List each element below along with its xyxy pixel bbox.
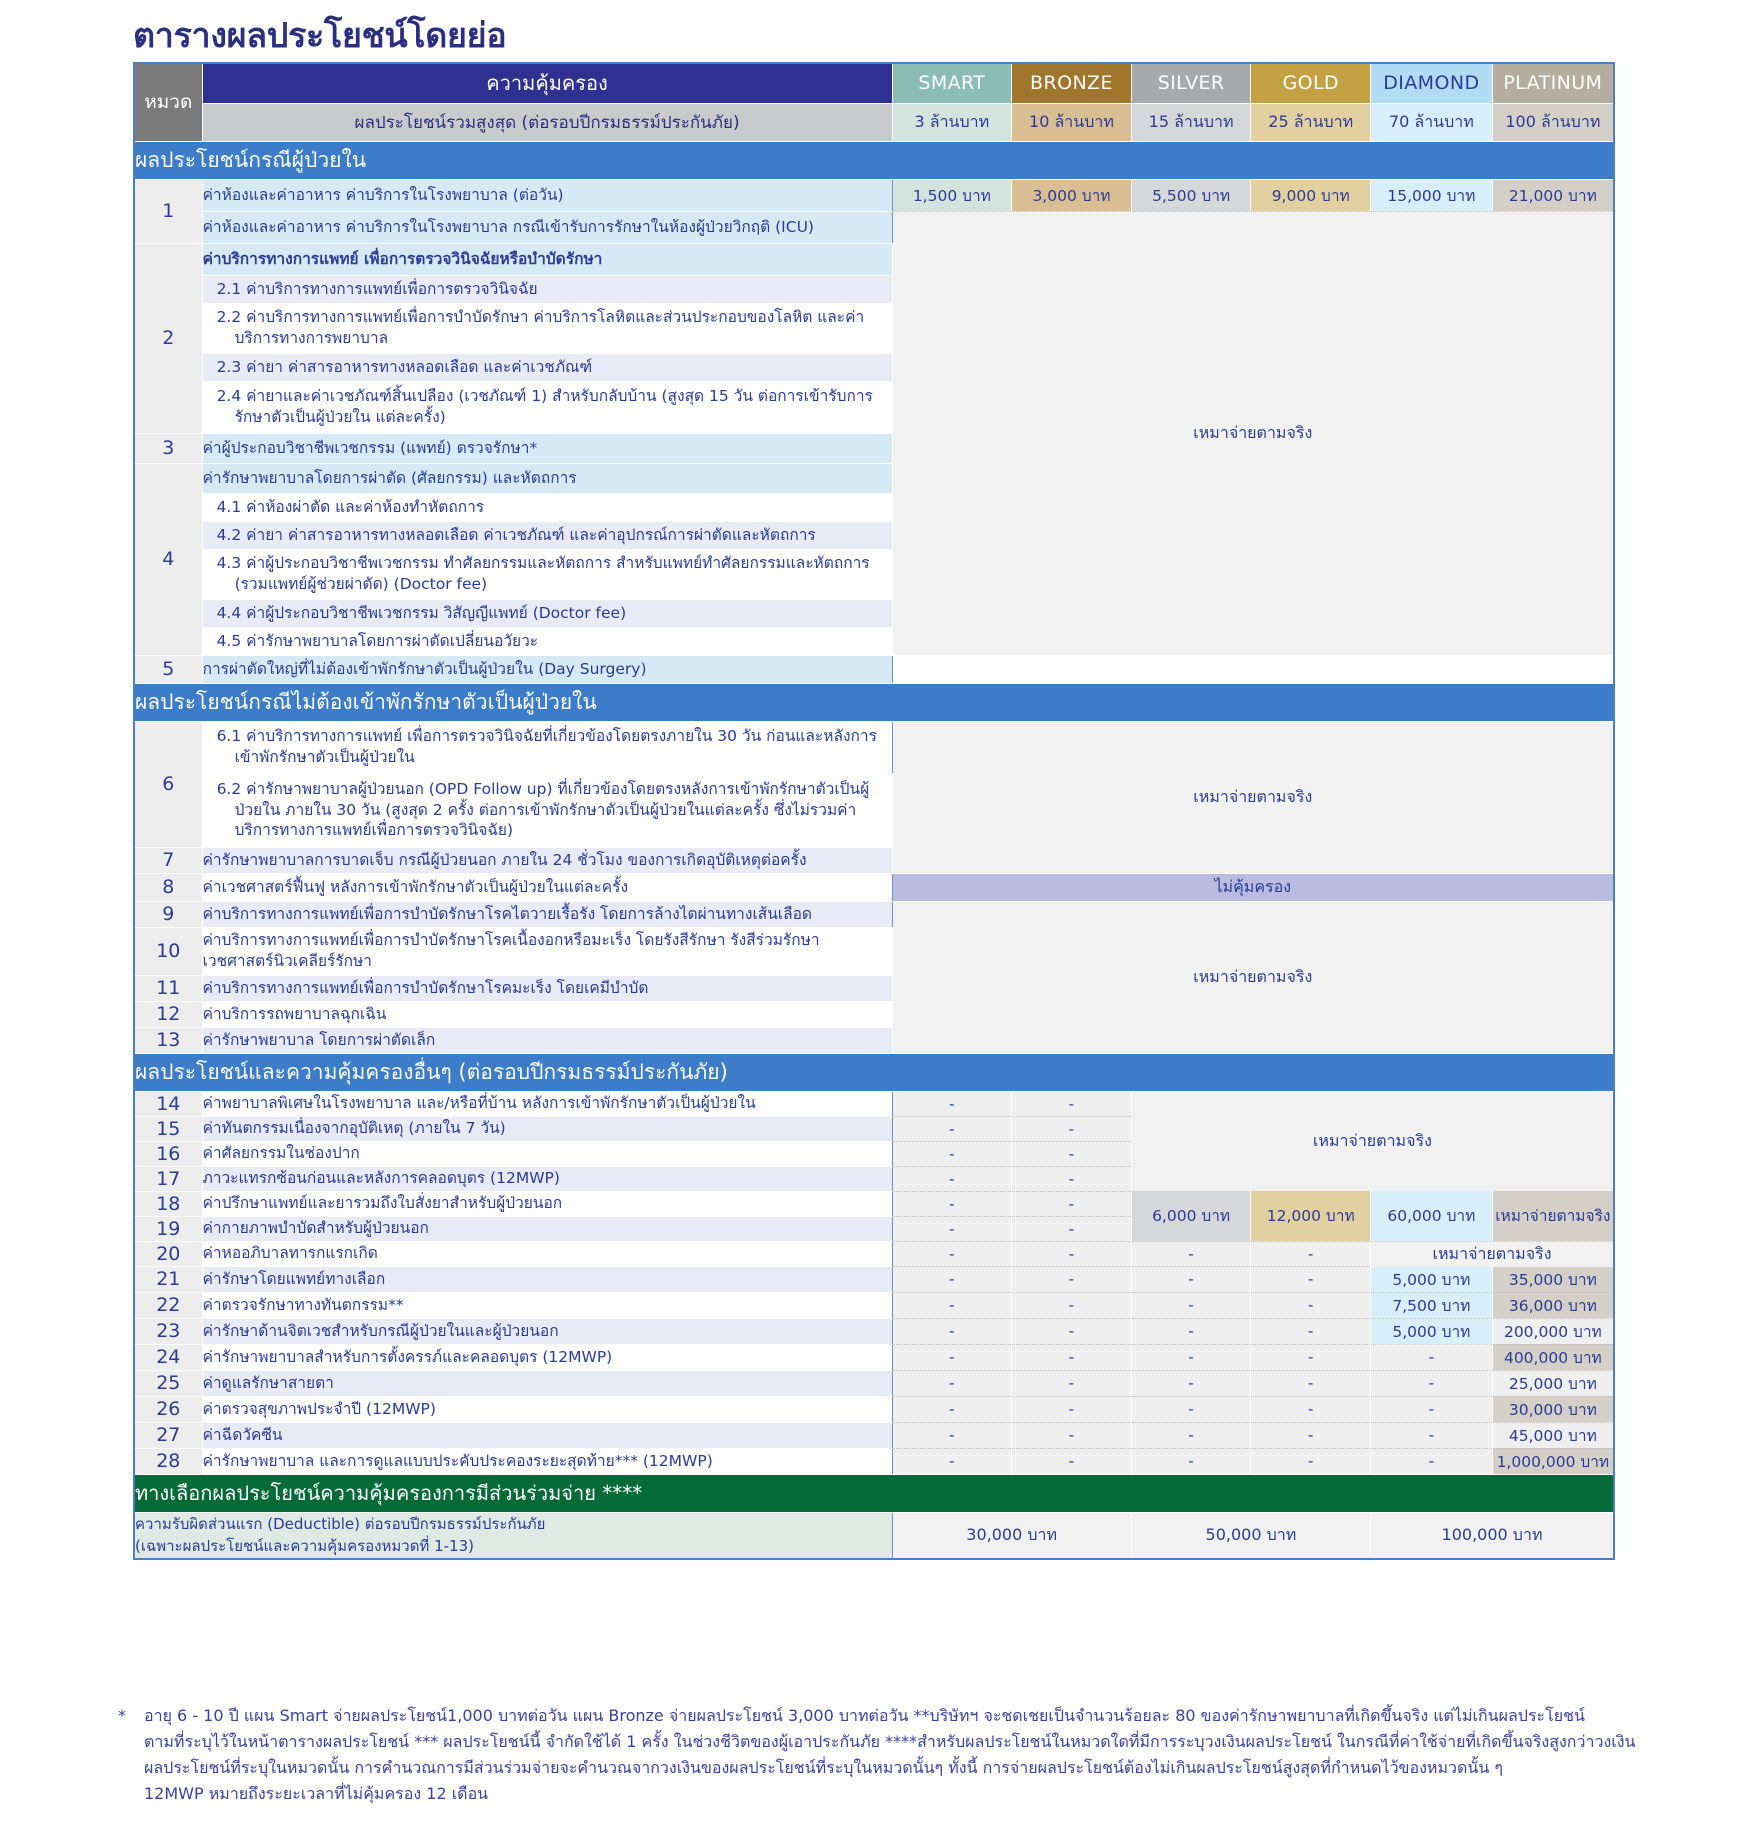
footnote-line-2: ตามที่ระบุไว้ในหน้าตารางผลประโยชน์ *** ผลประโยชน์นี้ จำกัดใช้ได้ 1 ครั้ง ในช่วงชีวิตของผู้เอาประกันภัย ****สำหรับผลประโยชน์ในหมวดใดที่มีการระบุวงเงินผลประโยชน์ ในกรณีที่ค่าใช้จ่ายที่เกิดขึ้นจริงสูงกว่าวงเงิน bbox=[144, 1731, 1636, 1751]
cell-bronze: - bbox=[1012, 1141, 1132, 1166]
row-description: ค่าศัลยกรรมในช่องปาก bbox=[202, 1141, 892, 1166]
header-coverage-sub: ผลประโยชน์รวมสูงสุด (ต่อรอบปีกรมธรรม์ประกันภัย) bbox=[202, 103, 892, 141]
row-description: การผ่าตัดใหญ่ที่ไม่ต้องเข้าพักรักษาตัวเป็นผู้ป่วยใน (Day Surgery) bbox=[202, 655, 892, 683]
room-rate-diamond: 15,000 บาท bbox=[1371, 179, 1493, 211]
cell-bronze: - bbox=[1012, 1216, 1132, 1241]
cell-smart: - bbox=[892, 1344, 1012, 1370]
plan-sum-gold: 25 ล้านบาท bbox=[1251, 103, 1371, 141]
cell-bronze: - bbox=[1012, 1370, 1132, 1396]
plan-sum-platinum: 100 ล้านบาท bbox=[1492, 103, 1614, 141]
row-category: 11 bbox=[134, 975, 202, 1001]
cell-gold: - bbox=[1251, 1370, 1371, 1396]
cell-silver: - bbox=[1131, 1241, 1251, 1267]
row-category: 5 bbox=[134, 655, 202, 683]
row-description: ค่ารักษาด้านจิตเวชสำหรับกรณีผู้ป่วยในและผู้ป่วยนอก bbox=[202, 1318, 892, 1344]
cell-smart: - bbox=[892, 1141, 1012, 1166]
row-category: 9 bbox=[134, 901, 202, 927]
table-row bbox=[134, 1191, 1614, 1216]
table-header-row-2 bbox=[134, 103, 1614, 141]
cell-diamond: - bbox=[1371, 1396, 1493, 1422]
table-row bbox=[134, 1370, 1614, 1396]
header-coverage: ความคุ้มครอง bbox=[202, 63, 892, 103]
section-outpatient: ผลประโยชน์กรณีไม่ต้องเข้าพักรักษาตัวเป็นผู้ป่วยใน bbox=[134, 683, 1614, 721]
row-description: 4.3 ค่าผู้ประกอบวิชาชีพเวชกรรม ทำศัลยกรรมและหัตถการ สำหรับแพทย์ทำศัลยกรรมและหัตถการ (รวมแพทย์ผู้ช่วยผ่าตัด) (Doctor fee) bbox=[202, 549, 892, 599]
cell-diamond: 5,000 บาท bbox=[1371, 1267, 1493, 1293]
section-inpatient-row bbox=[134, 141, 1614, 179]
row-description: ค่าพยาบาลพิเศษในโรงพยาบาล และ/หรือที่บ้าน หลังการเข้าพักรักษาตัวเป็นผู้ป่วยใน bbox=[202, 1091, 892, 1116]
cell-bronze: - bbox=[1012, 1344, 1132, 1370]
cell-silver: - bbox=[1131, 1344, 1251, 1370]
row-category: 7 bbox=[134, 847, 202, 873]
cell-bronze: - bbox=[1012, 1116, 1132, 1141]
row-description: ค่าห้องและค่าอาหาร ค่าบริการในโรงพยาบาล (ต่อวัน) bbox=[202, 179, 892, 211]
coverage-value-actual-inpatient: เหมาจ่ายตามจริง bbox=[892, 211, 1614, 655]
row-description: ค่าปรึกษาแพทย์และยารวมถึงใบสั่งยาสำหรับผู้ป่วยนอก bbox=[202, 1191, 892, 1216]
plan-header-diamond[interactable]: DIAMOND bbox=[1371, 63, 1493, 103]
row-description: ค่าตรวจสุขภาพประจำปี (12MWP) bbox=[202, 1396, 892, 1422]
row-description: ค่าบริการทางการแพทย์ เพื่อการตรวจวินิจฉัยหรือบำบัดรักษา bbox=[202, 243, 892, 275]
row-category: 12 bbox=[134, 1001, 202, 1027]
row-category: 18 bbox=[134, 1191, 202, 1216]
plan-header-silver[interactable]: SILVER bbox=[1131, 63, 1251, 103]
row-description: ค่าตรวจรักษาทางทันตกรรม** bbox=[202, 1292, 892, 1318]
table-row bbox=[134, 1448, 1614, 1474]
room-rate-platinum: 21,000 บาท bbox=[1492, 179, 1614, 211]
plan-sum-smart: 3 ล้านบาท bbox=[892, 103, 1012, 141]
table-row bbox=[134, 721, 1614, 773]
table-row bbox=[134, 1267, 1614, 1293]
row-description: 4.4 ค่าผู้ประกอบวิชาชีพเวชกรรม วิสัญญีแพทย์ (Doctor fee) bbox=[202, 599, 892, 627]
footnote-line-3: ผลประโยชน์ที่ระบุในหมวดนั้น การคำนวณการมีส่วนร่วมจ่ายจะคำนวณจากวงเงินของผลประโยชน์ที่ระบุในหมวดนั้นๆ ทั้งนี้ การจ่ายผลประโยชน์ต้องไม่เกินผลประโยชน์สูงสุดที่กำหนดไว้ของหมวดนั้น ๆ bbox=[144, 1757, 1503, 1777]
row-category: 17 bbox=[134, 1166, 202, 1191]
row-category: 2 bbox=[134, 243, 202, 433]
table-row bbox=[134, 1318, 1614, 1344]
deductible-value-1: 30,000 บาท bbox=[892, 1512, 1131, 1559]
cell-diamond: 7,500 บาท bbox=[1371, 1292, 1493, 1318]
table-row bbox=[134, 1396, 1614, 1422]
deductible-label-line1: ความรับผิดส่วนแรก (Deductible) ต่อรอบปีกรมธรรม์ประกันภัย bbox=[135, 1514, 546, 1533]
row-description: ค่าบริการทางการแพทย์เพื่อการบำบัดรักษาโรคเนื้องอกหรือมะเร็ง โดยรังสีรักษา รังสีร่วมรักษา เวชศาสตร์นิวเคลียร์รักษา bbox=[202, 927, 892, 975]
row-category: 4 bbox=[134, 463, 202, 655]
table-row bbox=[134, 901, 1614, 927]
coverage-value-actual-outpatient-a: เหมาจ่ายตามจริง bbox=[892, 721, 1614, 873]
room-rate-bronze: 3,000 บาท bbox=[1012, 179, 1132, 211]
plan-header-bronze[interactable]: BRONZE bbox=[1012, 63, 1132, 103]
table-row bbox=[134, 1422, 1614, 1448]
plan-header-gold[interactable]: GOLD bbox=[1251, 63, 1371, 103]
cell-gold: - bbox=[1251, 1396, 1371, 1422]
row-category: 6 bbox=[134, 721, 202, 847]
section-outpatient-row bbox=[134, 683, 1614, 721]
cell-bronze: - bbox=[1012, 1091, 1132, 1116]
row-description: 4.1 ค่าห้องผ่าตัด และค่าห้องทำหัตถการ bbox=[202, 493, 892, 521]
cell-smart: - bbox=[892, 1370, 1012, 1396]
row-category: 3 bbox=[134, 433, 202, 463]
table-row bbox=[134, 873, 1614, 901]
row-category: 13 bbox=[134, 1027, 202, 1053]
table-row bbox=[134, 1091, 1614, 1116]
row-description: 2.4 ค่ายาและค่าเวชภัณฑ์สิ้นเปลือง (เวชภัณฑ์ 1) สำหรับกลับบ้าน (สูงสุด 15 วัน ต่อการเข้ารับการรักษาตัวเป็นผู้ป่วยใน แต่ละครั้ง) bbox=[202, 381, 892, 433]
deductible-value-3: 100,000 บาท bbox=[1371, 1512, 1614, 1559]
cell-gold: - bbox=[1251, 1267, 1371, 1293]
row-description: 4.2 ค่ายา ค่าสารอาหารทางหลอดเลือด ค่าเวชภัณฑ์ และค่าอุปกรณ์การผ่าตัดและหัตถการ bbox=[202, 521, 892, 549]
cell-silver: - bbox=[1131, 1396, 1251, 1422]
footnote-line-4: 12MWP หมายถึงระยะเวลาที่ไม่คุ้มครอง 12 เดือน bbox=[144, 1783, 489, 1803]
row-category: 28 bbox=[134, 1448, 202, 1474]
row-description: ค่าบริการทางการแพทย์เพื่อการบำบัดรักษาโรคมะเร็ง โดยเคมีบำบัด bbox=[202, 975, 892, 1001]
row-category: 22 bbox=[134, 1292, 202, 1318]
cell-smart: - bbox=[892, 1396, 1012, 1422]
table-row bbox=[134, 1344, 1614, 1370]
section-other: ผลประโยชน์และความคุ้มครองอื่นๆ (ต่อรอบปีกรมธรรม์ประกันภัย) bbox=[134, 1053, 1614, 1091]
footnotes bbox=[118, 1703, 1648, 1807]
row-category: 25 bbox=[134, 1370, 202, 1396]
cell-platinum: 30,000 บาท bbox=[1492, 1396, 1614, 1422]
cell-gold: - bbox=[1251, 1422, 1371, 1448]
row-description: 2.2 ค่าบริการทางการแพทย์เพื่อการบำบัดรักษา ค่าบริการโลหิตและส่วนประกอบของโลหิต และค่าบริการทางการพยาบาล bbox=[202, 303, 892, 353]
row-description: ค่ากายภาพบำบัดสำหรับผู้ป่วยนอก bbox=[202, 1216, 892, 1241]
row-description: ค่ารักษาโดยแพทย์ทางเลือก bbox=[202, 1267, 892, 1293]
row-category: 23 bbox=[134, 1318, 202, 1344]
cell-diamond: - bbox=[1371, 1344, 1493, 1370]
section-inpatient: ผลประโยชน์กรณีผู้ป่วยใน bbox=[134, 141, 1614, 179]
cell-gold: 12,000 บาท bbox=[1251, 1191, 1371, 1241]
row-description: ค่าหออภิบาลทารกแรกเกิด bbox=[202, 1241, 892, 1267]
row-category: 14 bbox=[134, 1091, 202, 1116]
table-row bbox=[134, 655, 1614, 683]
row-description: 6.2 ค่ารักษาพยาบาลผู้ป่วยนอก (OPD Follow up) ที่เกี่ยวข้องโดยตรงหลังการเข้าพักรักษาตัวเป็นผู้ป่วยใน ภายใน 30 วัน (สูงสุด 2 ครั้ง ต่อการเข้าพักรักษาตัวเป็นผู้ป่วยในแต่ละครั้ง ซึ่งไม่รวมค่าบริการทางการแพทย์เพื่อการตรวจวินิจฉัย) bbox=[202, 773, 892, 847]
table-row bbox=[134, 1292, 1614, 1318]
cell-smart: - bbox=[892, 1267, 1012, 1293]
table-row bbox=[134, 211, 1614, 243]
cell-smart: - bbox=[892, 1166, 1012, 1191]
row-category: 15 bbox=[134, 1116, 202, 1141]
row-description: ค่าบริการรถพยาบาลฉุกเฉิน bbox=[202, 1001, 892, 1027]
cell-bronze: - bbox=[1012, 1241, 1132, 1267]
cell-smart: - bbox=[892, 1448, 1012, 1474]
room-rate-smart: 1,500 บาท bbox=[892, 179, 1012, 211]
cell-platinum: 200,000 บาท bbox=[1492, 1318, 1614, 1344]
cell-gold: - bbox=[1251, 1448, 1371, 1474]
cell-silver: - bbox=[1131, 1370, 1251, 1396]
row-description: ค่ารักษาพยาบาลโดยการผ่าตัด (ศัลยกรรม) และหัตถการ bbox=[202, 463, 892, 493]
row-description: ค่าผู้ประกอบวิชาชีพเวชกรรม (แพทย์) ตรวจรักษา* bbox=[202, 433, 892, 463]
benefits-table bbox=[133, 62, 1615, 1560]
row-description: ค่าบริการทางการแพทย์เพื่อการบำบัดรักษาโรคไตวายเรื้อรัง โดยการล้างไตผ่านทางเส้นเลือด bbox=[202, 901, 892, 927]
deductible-label-line2: (เฉพาะผลประโยชน์และความคุ้มครองหมวดที่ 1-13) bbox=[135, 1537, 474, 1555]
row-description: 2.3 ค่ายา ค่าสารอาหารทางหลอดเลือด และค่าเวชภัณฑ์ bbox=[202, 353, 892, 381]
row-category: 16 bbox=[134, 1141, 202, 1166]
cell-platinum: 35,000 บาท bbox=[1492, 1267, 1614, 1293]
row-category: 20 bbox=[134, 1241, 202, 1267]
row-description: ค่ารักษาพยาบาล และการดูแลแบบประคับประคองระยะสุดท้าย*** (12MWP) bbox=[202, 1448, 892, 1474]
cell-bronze: - bbox=[1012, 1396, 1132, 1422]
page-title: ตารางผลประโยชน์โดยย่อ bbox=[133, 16, 507, 56]
cell-platinum: 1,000,000 บาท bbox=[1492, 1448, 1614, 1474]
coverage-value-not-covered: ไม่คุ้มครอง bbox=[892, 873, 1614, 901]
cell-diamond: 5,000 บาท bbox=[1371, 1318, 1493, 1344]
row-description: ค่ารักษาพยาบาลสำหรับการตั้งครรภ์และคลอดบุตร (12MWP) bbox=[202, 1344, 892, 1370]
cell-bronze: - bbox=[1012, 1292, 1132, 1318]
row-category: 19 bbox=[134, 1216, 202, 1241]
row-description: ค่าฉีดวัคซีน bbox=[202, 1422, 892, 1448]
deductible-value-2: 50,000 บาท bbox=[1131, 1512, 1370, 1559]
room-rate-gold: 9,000 บาท bbox=[1251, 179, 1371, 211]
section-copay-row bbox=[134, 1474, 1614, 1512]
row-description: ค่าห้องและค่าอาหาร ค่าบริการในโรงพยาบาล กรณีเข้ารับการรักษาในห้องผู้ป่วยวิกฤติ (ICU) bbox=[202, 211, 892, 243]
row-description: ค่าทันตกรรมเนื่องจากอุบัติเหตุ (ภายใน 7 วัน) bbox=[202, 1116, 892, 1141]
cell-diamond: - bbox=[1371, 1370, 1493, 1396]
row-category: 27 bbox=[134, 1422, 202, 1448]
cell-silver: 6,000 บาท bbox=[1131, 1191, 1251, 1241]
row-description: ค่าเวชศาสตร์ฟื้นฟู หลังการเข้าพักรักษาตัวเป็นผู้ป่วยในแต่ละครั้ง bbox=[202, 873, 892, 901]
footnote-marker: * bbox=[118, 1706, 126, 1725]
plan-header-platinum[interactable]: PLATINUM bbox=[1492, 63, 1614, 103]
room-rate-silver: 5,500 บาท bbox=[1131, 179, 1251, 211]
cell-bronze: - bbox=[1012, 1422, 1132, 1448]
cell-smart: - bbox=[892, 1091, 1012, 1116]
cell-silver: - bbox=[1131, 1422, 1251, 1448]
plan-sum-silver: 15 ล้านบาท bbox=[1131, 103, 1251, 141]
table-row bbox=[134, 1241, 1614, 1267]
plan-header-smart[interactable]: SMART bbox=[892, 63, 1012, 103]
row-description: ค่ารักษาพยาบาล โดยการผ่าตัดเล็ก bbox=[202, 1027, 892, 1053]
table-row bbox=[134, 179, 1614, 211]
plan-sum-diamond: 70 ล้านบาท bbox=[1371, 103, 1493, 141]
cell-smart: - bbox=[892, 1241, 1012, 1267]
cell-silver: - bbox=[1131, 1267, 1251, 1293]
cell-platinum: 400,000 บาท bbox=[1492, 1344, 1614, 1370]
coverage-value-actual-neonatal: เหมาจ่ายตามจริง bbox=[1371, 1241, 1614, 1267]
row-description: ภาวะแทรกซ้อนก่อนและหลังการคลอดบุตร (12MWP) bbox=[202, 1166, 892, 1191]
table-header-row-1 bbox=[134, 63, 1614, 103]
cell-bronze: - bbox=[1012, 1267, 1132, 1293]
row-description: ค่ารักษาพยาบาลการบาดเจ็บ กรณีผู้ป่วยนอก ภายใน 24 ชั่วโมง ของการเกิดอุบัติเหตุต่อครั้ง bbox=[202, 847, 892, 873]
cell-platinum: 45,000 บาท bbox=[1492, 1422, 1614, 1448]
coverage-value-actual-outpatient-b: เหมาจ่ายตามจริง bbox=[892, 901, 1614, 1053]
cell-smart: - bbox=[892, 1318, 1012, 1344]
row-description: 4.5 ค่ารักษาพยาบาลโดยการผ่าตัดเปลี่ยนอวัยวะ bbox=[202, 627, 892, 655]
cell-bronze: - bbox=[1012, 1318, 1132, 1344]
cell-smart: - bbox=[892, 1191, 1012, 1216]
row-description: 6.1 ค่าบริการทางการแพทย์ เพื่อการตรวจวินิจฉัยที่เกี่ยวข้องโดยตรงภายใน 30 วัน ก่อนและหลังการเข้าพักรักษาตัวเป็นผู้ป่วยใน bbox=[202, 721, 892, 773]
cell-bronze: - bbox=[1012, 1166, 1132, 1191]
cell-bronze: - bbox=[1012, 1448, 1132, 1474]
row-description: 2.1 ค่าบริการทางการแพทย์เพื่อการตรวจวินิจฉัย bbox=[202, 275, 892, 303]
row-category: 1 bbox=[134, 179, 202, 243]
cell-gold: - bbox=[1251, 1318, 1371, 1344]
cell-smart: - bbox=[892, 1292, 1012, 1318]
cell-silver: - bbox=[1131, 1318, 1251, 1344]
cell-gold: - bbox=[1251, 1344, 1371, 1370]
row-category: 21 bbox=[134, 1267, 202, 1293]
row-category: 26 bbox=[134, 1396, 202, 1422]
row-category: 24 bbox=[134, 1344, 202, 1370]
cell-diamond: - bbox=[1371, 1448, 1493, 1474]
cell-gold: - bbox=[1251, 1241, 1371, 1267]
plan-sum-bronze: 10 ล้านบาท bbox=[1012, 103, 1132, 141]
cell-gold: - bbox=[1251, 1292, 1371, 1318]
cell-smart: - bbox=[892, 1422, 1012, 1448]
cell-diamond: - bbox=[1371, 1422, 1493, 1448]
cell-platinum: 36,000 บาท bbox=[1492, 1292, 1614, 1318]
header-category: หมวด bbox=[134, 63, 202, 141]
section-copay: ทางเลือกผลประโยชน์ความคุ้มครองการมีส่วนร่วมจ่าย **** bbox=[134, 1474, 1614, 1512]
cell-smart: - bbox=[892, 1216, 1012, 1241]
cell-platinum: เหมาจ่ายตามจริง bbox=[1492, 1191, 1614, 1241]
deductible-row bbox=[134, 1512, 1614, 1559]
row-category: 8 bbox=[134, 873, 202, 901]
section-other-row bbox=[134, 1053, 1614, 1091]
cell-platinum: 25,000 บาท bbox=[1492, 1370, 1614, 1396]
cell-diamond: 60,000 บาท bbox=[1371, 1191, 1493, 1241]
cell-silver: - bbox=[1131, 1292, 1251, 1318]
cell-silver: - bbox=[1131, 1448, 1251, 1474]
cell-bronze: - bbox=[1012, 1191, 1132, 1216]
footnote-line-1: อายุ 6 - 10 ปี แผน Smart จ่ายผลประโยชน์1,000 บาทต่อวัน แผน Bronze จ่ายผลประโยชน์ 3,000 บาทต่อวัน **บริษัทฯ จะชดเชยเป็นจำนวนร้อยละ 80 ของค่ารักษาพยาบาลที่เกิดขึ้นจริง แต่ไม่เกินผลประโยชน์ bbox=[144, 1706, 1585, 1725]
deductible-label bbox=[134, 1512, 892, 1559]
cell-smart: - bbox=[892, 1116, 1012, 1141]
coverage-value-actual-other: เหมาจ่ายตามจริง bbox=[1131, 1091, 1614, 1191]
row-description: ค่าดูแลรักษาสายตา bbox=[202, 1370, 892, 1396]
row-category: 10 bbox=[134, 927, 202, 975]
